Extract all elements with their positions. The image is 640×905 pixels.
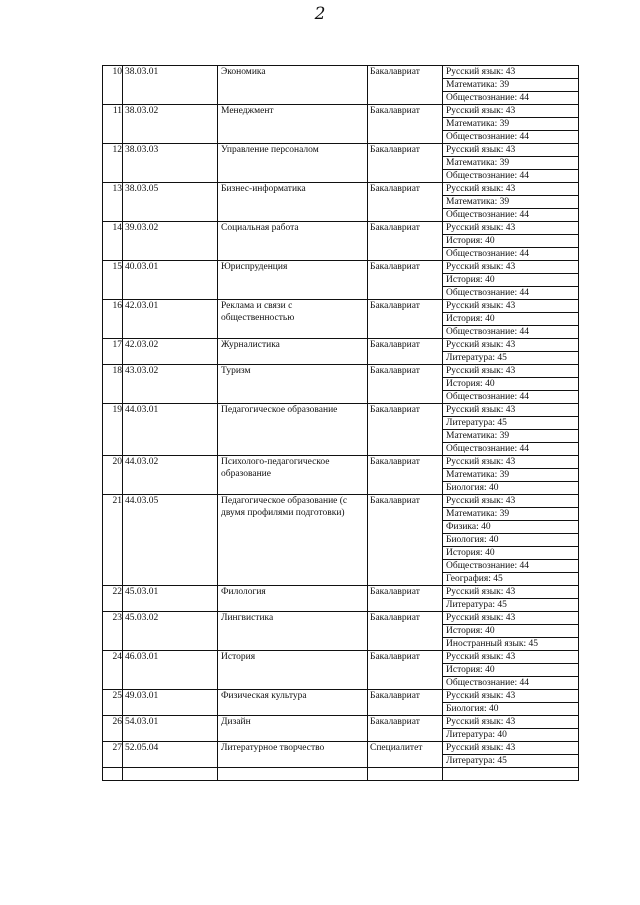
program-name: Лингвистика — [218, 612, 368, 651]
table-row — [103, 612, 579, 625]
exam-subject-min-score: Русский язык: 43 — [443, 66, 579, 79]
empty-cell — [123, 768, 218, 781]
program-name: Реклама и связи с общественностью — [218, 300, 368, 339]
empty-cell — [368, 768, 443, 781]
exam-subject-min-score: Математика: 39 — [443, 196, 579, 209]
program-code: 39.03.02 — [123, 222, 218, 261]
page-number: 2 — [314, 4, 326, 24]
education-level: Бакалавриат — [368, 404, 443, 456]
exam-subject-min-score: Иностранный язык: 45 — [443, 638, 579, 651]
table-row — [103, 105, 579, 118]
table-row — [103, 586, 579, 599]
exam-subject-min-score: Русский язык: 43 — [443, 183, 579, 196]
exam-subject-min-score: История: 40 — [443, 625, 579, 638]
empty-row — [103, 768, 579, 781]
education-level: Специалитет — [368, 742, 443, 768]
exam-subject-min-score: Русский язык: 43 — [443, 495, 579, 508]
program-name: Психолого-педагогическое образование — [218, 456, 368, 495]
row-number: 14 — [103, 222, 123, 261]
exam-subject-min-score: История: 40 — [443, 664, 579, 677]
row-number: 19 — [103, 404, 123, 456]
table-row — [103, 261, 579, 274]
exam-subject-min-score: Русский язык: 43 — [443, 261, 579, 274]
program-code: 42.03.01 — [123, 300, 218, 339]
program-name: Экономика — [218, 66, 368, 105]
exam-subject-min-score: Литература: 45 — [443, 599, 579, 612]
exam-subject-min-score: Русский язык: 43 — [443, 612, 579, 625]
row-number: 20 — [103, 456, 123, 495]
program-code: 38.03.05 — [123, 183, 218, 222]
exam-subject-min-score: Русский язык: 43 — [443, 716, 579, 729]
exam-subject-min-score: Обществознание: 44 — [443, 209, 579, 222]
education-level: Бакалавриат — [368, 716, 443, 742]
table-row — [103, 339, 579, 352]
program-name: Педагогическое образование — [218, 404, 368, 456]
table-row — [103, 690, 579, 703]
row-number: 27 — [103, 742, 123, 768]
programs-table — [102, 65, 579, 781]
exam-subject-min-score: Обществознание: 44 — [443, 131, 579, 144]
program-name: Социальная работа — [218, 222, 368, 261]
table-row — [103, 300, 579, 313]
exam-subject-min-score: Обществознание: 44 — [443, 677, 579, 690]
row-number: 15 — [103, 261, 123, 300]
row-number: 12 — [103, 144, 123, 183]
exam-subject-min-score: Литература: 45 — [443, 417, 579, 430]
exam-subject-min-score: Обществознание: 44 — [443, 326, 579, 339]
row-number: 16 — [103, 300, 123, 339]
empty-cell — [443, 768, 579, 781]
exam-subject-min-score: История: 40 — [443, 235, 579, 248]
program-code: 54.03.01 — [123, 716, 218, 742]
education-level: Бакалавриат — [368, 612, 443, 651]
row-number: 18 — [103, 365, 123, 404]
table-row — [103, 404, 579, 417]
row-number: 13 — [103, 183, 123, 222]
table-row — [103, 651, 579, 664]
exam-subject-min-score: Русский язык: 43 — [443, 144, 579, 157]
program-name: Литературное творчество — [218, 742, 368, 768]
program-name: Менеджмент — [218, 105, 368, 144]
program-code: 44.03.05 — [123, 495, 218, 586]
exam-subject-min-score: Математика: 39 — [443, 79, 579, 92]
exam-subject-min-score: Русский язык: 43 — [443, 456, 579, 469]
exam-subject-min-score: Литература: 45 — [443, 352, 579, 365]
education-level: Бакалавриат — [368, 456, 443, 495]
education-level: Бакалавриат — [368, 495, 443, 586]
exam-subject-min-score: Русский язык: 43 — [443, 586, 579, 599]
exam-subject-min-score: Русский язык: 43 — [443, 742, 579, 755]
exam-subject-min-score: Русский язык: 43 — [443, 365, 579, 378]
program-code: 43.03.02 — [123, 365, 218, 404]
education-level: Бакалавриат — [368, 183, 443, 222]
education-level: Бакалавриат — [368, 651, 443, 690]
education-level: Бакалавриат — [368, 365, 443, 404]
program-code: 38.03.02 — [123, 105, 218, 144]
exam-subject-min-score: Биология: 40 — [443, 534, 579, 547]
exam-subject-min-score: Обществознание: 44 — [443, 170, 579, 183]
education-level: Бакалавриат — [368, 300, 443, 339]
program-name: Филология — [218, 586, 368, 612]
exam-subject-min-score: Русский язык: 43 — [443, 690, 579, 703]
table-row — [103, 144, 579, 157]
education-level: Бакалавриат — [368, 339, 443, 365]
education-level: Бакалавриат — [368, 105, 443, 144]
program-code: 45.03.01 — [123, 586, 218, 612]
exam-subject-min-score: Обществознание: 44 — [443, 560, 579, 573]
table-row — [103, 66, 579, 79]
education-level: Бакалавриат — [368, 222, 443, 261]
education-level: Бакалавриат — [368, 144, 443, 183]
exam-subject-min-score: Обществознание: 44 — [443, 443, 579, 456]
program-name: Управление персоналом — [218, 144, 368, 183]
education-level: Бакалавриат — [368, 586, 443, 612]
row-number: 21 — [103, 495, 123, 586]
exam-subject-min-score: Математика: 39 — [443, 430, 579, 443]
row-number: 25 — [103, 690, 123, 716]
table-row — [103, 716, 579, 729]
empty-cell — [103, 768, 123, 781]
program-code: 44.03.02 — [123, 456, 218, 495]
exam-subject-min-score: Обществознание: 44 — [443, 287, 579, 300]
program-code: 49.03.01 — [123, 690, 218, 716]
row-number: 11 — [103, 105, 123, 144]
exam-subject-min-score: Биология: 40 — [443, 482, 579, 495]
row-number: 17 — [103, 339, 123, 365]
exam-subject-min-score: Русский язык: 43 — [443, 105, 579, 118]
exam-subject-min-score: Русский язык: 43 — [443, 339, 579, 352]
table-row — [103, 222, 579, 235]
exam-subject-min-score: Русский язык: 43 — [443, 404, 579, 417]
program-code: 46.03.01 — [123, 651, 218, 690]
exam-subject-min-score: История: 40 — [443, 547, 579, 560]
program-name: Педагогическое образование (с двумя профилями подготовки) — [218, 495, 368, 586]
empty-cell — [218, 768, 368, 781]
exam-subject-min-score: История: 40 — [443, 313, 579, 326]
exam-subject-min-score: Биология: 40 — [443, 703, 579, 716]
education-level: Бакалавриат — [368, 261, 443, 300]
program-code: 44.03.01 — [123, 404, 218, 456]
table-row — [103, 495, 579, 508]
program-code: 40.03.01 — [123, 261, 218, 300]
exam-subject-min-score: Литература: 45 — [443, 755, 579, 768]
row-number: 22 — [103, 586, 123, 612]
exam-subject-min-score: Математика: 39 — [443, 508, 579, 521]
program-name: Бизнес-информатика — [218, 183, 368, 222]
row-number: 24 — [103, 651, 123, 690]
exam-subject-min-score: Обществознание: 44 — [443, 92, 579, 105]
exam-subject-min-score: Русский язык: 43 — [443, 300, 579, 313]
education-level: Бакалавриат — [368, 66, 443, 105]
program-code: 38.03.03 — [123, 144, 218, 183]
row-number: 26 — [103, 716, 123, 742]
program-name: Журналистика — [218, 339, 368, 365]
exam-subject-min-score: Обществознание: 44 — [443, 391, 579, 404]
program-code: 52.05.04 — [123, 742, 218, 768]
education-level: Бакалавриат — [368, 690, 443, 716]
program-name: Дизайн — [218, 716, 368, 742]
programs-table-body — [103, 66, 579, 781]
exam-subject-min-score: Математика: 39 — [443, 157, 579, 170]
exam-subject-min-score: Физика: 40 — [443, 521, 579, 534]
program-name: Физическая культура — [218, 690, 368, 716]
program-name: Туризм — [218, 365, 368, 404]
program-code: 42.03.02 — [123, 339, 218, 365]
exam-subject-min-score: Литература: 40 — [443, 729, 579, 742]
exam-subject-min-score: Обществознание: 44 — [443, 248, 579, 261]
exam-subject-min-score: Русский язык: 43 — [443, 651, 579, 664]
program-name: История — [218, 651, 368, 690]
program-name: Юриспруденция — [218, 261, 368, 300]
table-row — [103, 742, 579, 755]
table-row — [103, 456, 579, 469]
table-row — [103, 365, 579, 378]
program-code: 45.03.02 — [123, 612, 218, 651]
table-row — [103, 183, 579, 196]
exam-subject-min-score: Математика: 39 — [443, 469, 579, 482]
exam-subject-min-score: История: 40 — [443, 274, 579, 287]
exam-subject-min-score: География: 45 — [443, 573, 579, 586]
exam-subject-min-score: Математика: 39 — [443, 118, 579, 131]
exam-subject-min-score: История: 40 — [443, 378, 579, 391]
row-number: 23 — [103, 612, 123, 651]
row-number: 10 — [103, 66, 123, 105]
exam-subject-min-score: Русский язык: 43 — [443, 222, 579, 235]
program-code: 38.03.01 — [123, 66, 218, 105]
